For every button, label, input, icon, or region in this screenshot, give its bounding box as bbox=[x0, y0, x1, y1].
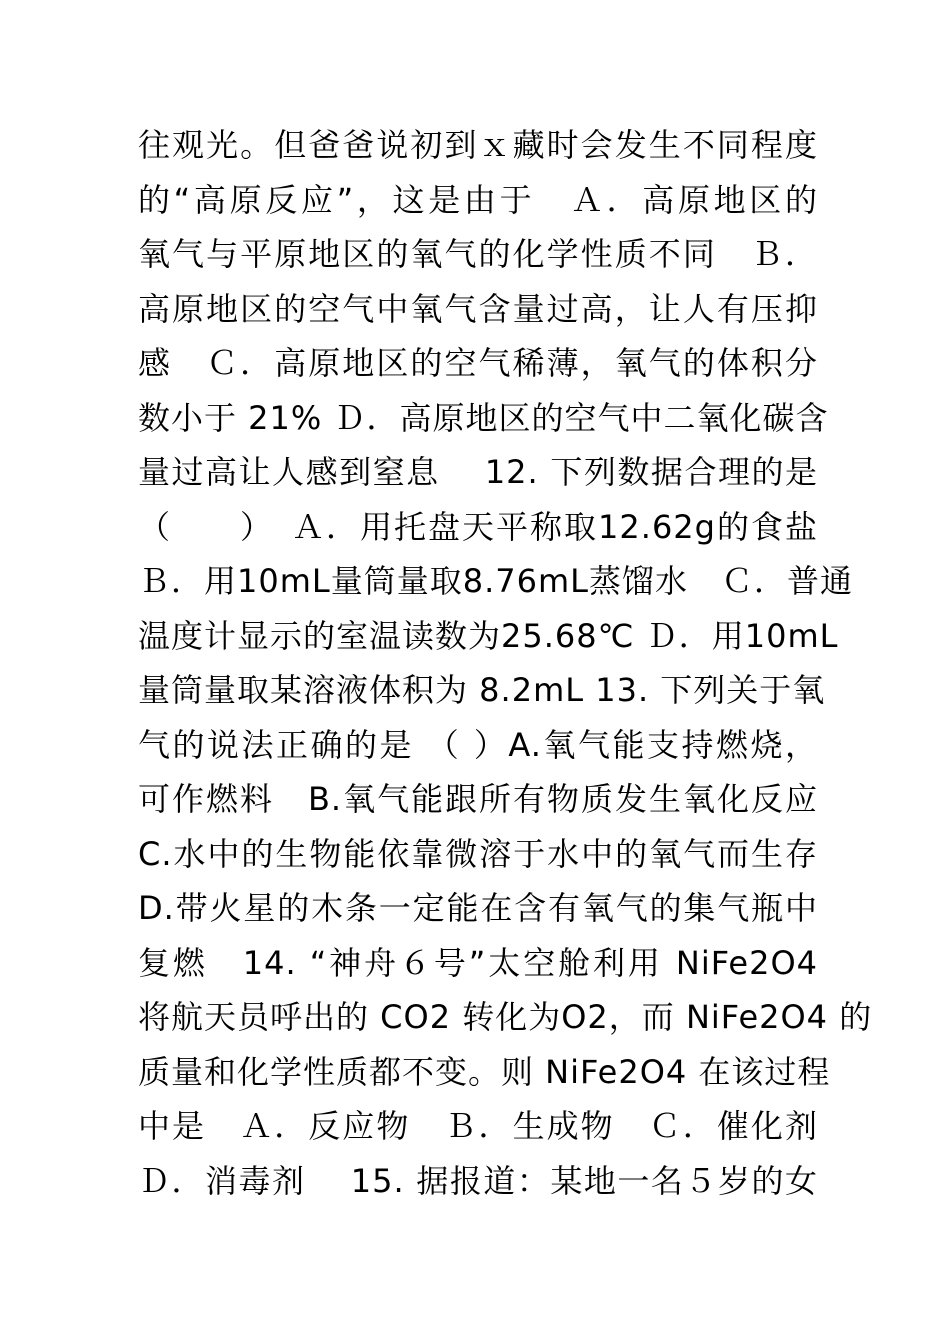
text-line: 可作燃料 B.氧气能跟所有物质发生氧化反应 bbox=[138, 780, 818, 818]
text-line: 质量和化学性质都不变。则 NiFe2O4 在该过程 bbox=[138, 1052, 831, 1091]
text-line: 中是 Ａ．反应物 Ｂ．生成物 Ｃ．催化剂 bbox=[138, 1107, 818, 1145]
text-line: 的“高原反应”，这是由于 Ａ．高原地区的 bbox=[138, 180, 818, 219]
text-line: Ｄ．消毒剂 15. 据报道：某地一名５岁的女 bbox=[138, 1161, 818, 1200]
text-line: 氧气与平原地区的氧气的化学性质不同 Ｂ． bbox=[138, 235, 818, 273]
text-line: C.水中的生物能依靠微溶于水中的氧气而生存 bbox=[138, 834, 818, 873]
text-line: 高原地区的空气中氧气含量过高，让人有压抑 bbox=[138, 289, 818, 328]
text-line: 量过高让人感到窒息 12. 下列数据合理的是 bbox=[138, 453, 818, 491]
text-line: （ ） Ａ．用托盘天平称取12.62g的食盐 bbox=[138, 507, 818, 546]
text-line: 温度计显示的室温读数为25.68℃ Ｄ．用10mL bbox=[138, 616, 839, 655]
text-line: 往观光。但爸爸说初到ｘ藏时会发生不同程度 bbox=[138, 126, 818, 164]
text-line: Ｂ．用10mL量筒量取8.76mL蒸馏水 Ｃ．普通 bbox=[138, 562, 853, 600]
text-line: 感 Ｃ．高原地区的空气稀薄，氧气的体积分 bbox=[138, 344, 818, 382]
body-text bbox=[138, 118, 873, 1208]
text-line: 气的说法正确的是 （ ）A.氧气能支持燃烧， bbox=[138, 725, 818, 764]
text-line: 量筒量取某溶液体积为 8.2mL 13. 下列关于氧 bbox=[138, 671, 826, 709]
text-line: 将航天员呼出的 CO2 转化为O2，而 NiFe2O4 的 bbox=[138, 998, 873, 1036]
text-line: 复燃 14. “神舟６号”太空舱利用 NiFe2O4 bbox=[138, 943, 818, 982]
text-line: D.带火星的木条一定能在含有氧气的集气瓶中 bbox=[138, 889, 818, 927]
text-line: 数小于 21% Ｄ．高原地区的空气中二氧化碳含 bbox=[138, 398, 829, 437]
